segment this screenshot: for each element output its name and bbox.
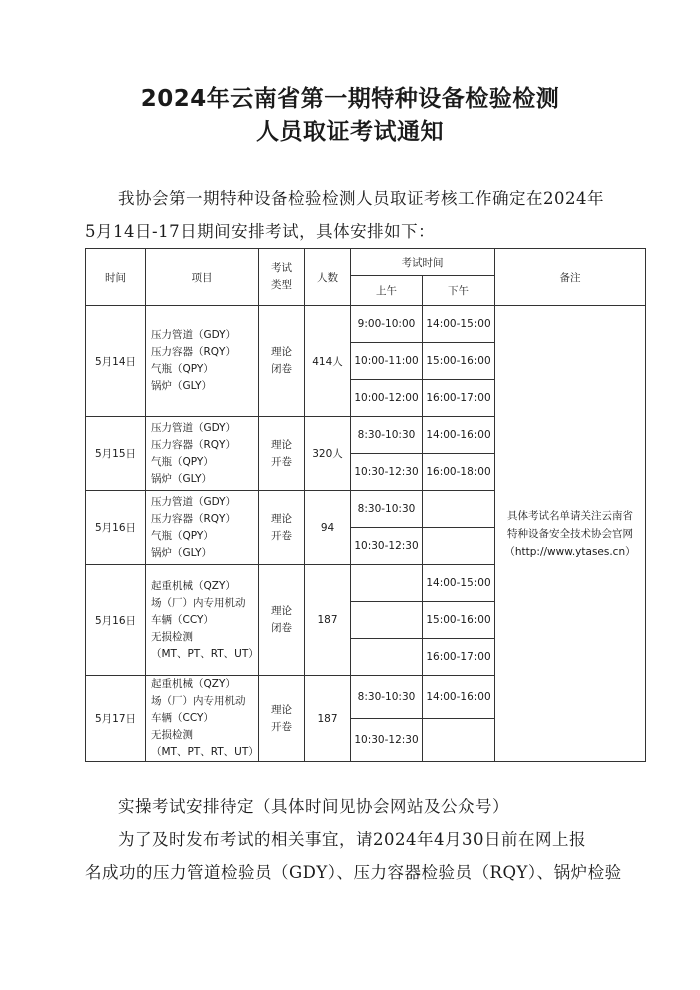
date-cell: 5月15日: [86, 417, 146, 491]
pm-cell: 16:00-17:00: [423, 380, 495, 417]
count-cell: 94: [305, 491, 351, 565]
header-morning: 上午: [351, 276, 423, 306]
table-row: [86, 306, 646, 343]
am-cell: 10:30-12:30: [351, 719, 423, 762]
am-cell: [351, 565, 423, 602]
project-cell: 起重机械（QZY） 场（厂）内专用机动 车辆（CCY） 无损检测 （MT、PT、RT、UT）: [146, 676, 259, 762]
final-line1: 为了及时发布考试的相关事宜，请2024年4月30日前在网上报: [118, 830, 586, 849]
date-cell: 5月16日: [86, 491, 146, 565]
project-cell: 压力管道（GDY） 压力容器（RQY） 气瓶（QPY） 锅炉（GLY）: [146, 306, 259, 417]
date-cell: 5月16日: [86, 565, 146, 676]
header-time: 时间: [86, 249, 146, 306]
header-exam-time: 考试时间: [351, 249, 495, 276]
project-cell: 起重机械（QZY） 场（厂）内专用机动 车辆（CCY） 无损检测 （MT、PT、RT、UT）: [146, 565, 259, 676]
practical-note: 实操考试安排待定（具体时间见协会网站及公众号）: [118, 797, 509, 816]
pm-cell: 16:00-17:00: [423, 639, 495, 676]
count-cell: 187: [305, 676, 351, 762]
page-title-line2: 人员取证考试通知: [256, 119, 444, 145]
header-afternoon: 下午: [423, 276, 495, 306]
count-cell: 187: [305, 565, 351, 676]
header-project: 项目: [146, 249, 259, 306]
final-line2: 名成功的压力管道检验员（GDY）、压力容器检验员（RQY）、锅炉检验: [85, 863, 622, 882]
pm-cell: 16:00-18:00: [423, 454, 495, 491]
pm-cell: 14:00-16:00: [423, 417, 495, 454]
am-cell: [351, 639, 423, 676]
project-cell: 压力管道（GDY） 压力容器（RQY） 气瓶（QPY） 锅炉（GLY）: [146, 417, 259, 491]
pm-cell: 14:00-16:00: [423, 676, 495, 719]
pm-cell: 14:00-15:00: [423, 565, 495, 602]
am-cell: 8:30-10:30: [351, 491, 423, 528]
exam-type-cell: 理论 闭卷: [259, 565, 305, 676]
date-cell: 5月14日: [86, 306, 146, 417]
exam-type-cell: 理论 开卷: [259, 417, 305, 491]
exam-type-cell: 理论 闭卷: [259, 306, 305, 417]
am-cell: 8:30-10:30: [351, 676, 423, 719]
am-cell: 8:30-10:30: [351, 417, 423, 454]
intro-line2: 5月14日-17日期间安排考试，具体安排如下：: [85, 222, 436, 241]
am-cell: [351, 602, 423, 639]
am-cell: 10:30-12:30: [351, 454, 423, 491]
intro-line1: 我协会第一期特种设备检验检测人员取证考核工作确定在2024年: [118, 189, 604, 208]
pm-cell: 15:00-16:00: [423, 343, 495, 380]
count-cell: 414人: [305, 306, 351, 417]
pm-cell: 14:00-15:00: [423, 306, 495, 343]
header-remark: 备注: [495, 249, 646, 306]
am-cell: 10:30-12:30: [351, 528, 423, 565]
remark-cell: 具体考试名单请关注云南省 特种设备安全技术协会官网 （http://www.ytases.cn）: [495, 306, 646, 762]
header-count: 人数: [305, 249, 351, 306]
am-cell: 10:00-12:00: [351, 380, 423, 417]
header-exam-type: 考试 类型: [259, 249, 305, 306]
exam-schedule-table: [85, 248, 646, 762]
date-cell: 5月17日: [86, 676, 146, 762]
page-title-line1: 2024年云南省第一期特种设备检验检测: [140, 86, 560, 112]
exam-type-cell: 理论 开卷: [259, 676, 305, 762]
am-cell: 10:00-11:00: [351, 343, 423, 380]
pm-cell: 15:00-16:00: [423, 602, 495, 639]
pm-cell: [423, 528, 495, 565]
pm-cell: [423, 719, 495, 762]
pm-cell: [423, 491, 495, 528]
project-cell: 压力管道（GDY） 压力容器（RQY） 气瓶（QPY） 锅炉（GLY）: [146, 491, 259, 565]
count-cell: 320人: [305, 417, 351, 491]
am-cell: 9:00-10:00: [351, 306, 423, 343]
exam-type-cell: 理论 开卷: [259, 491, 305, 565]
